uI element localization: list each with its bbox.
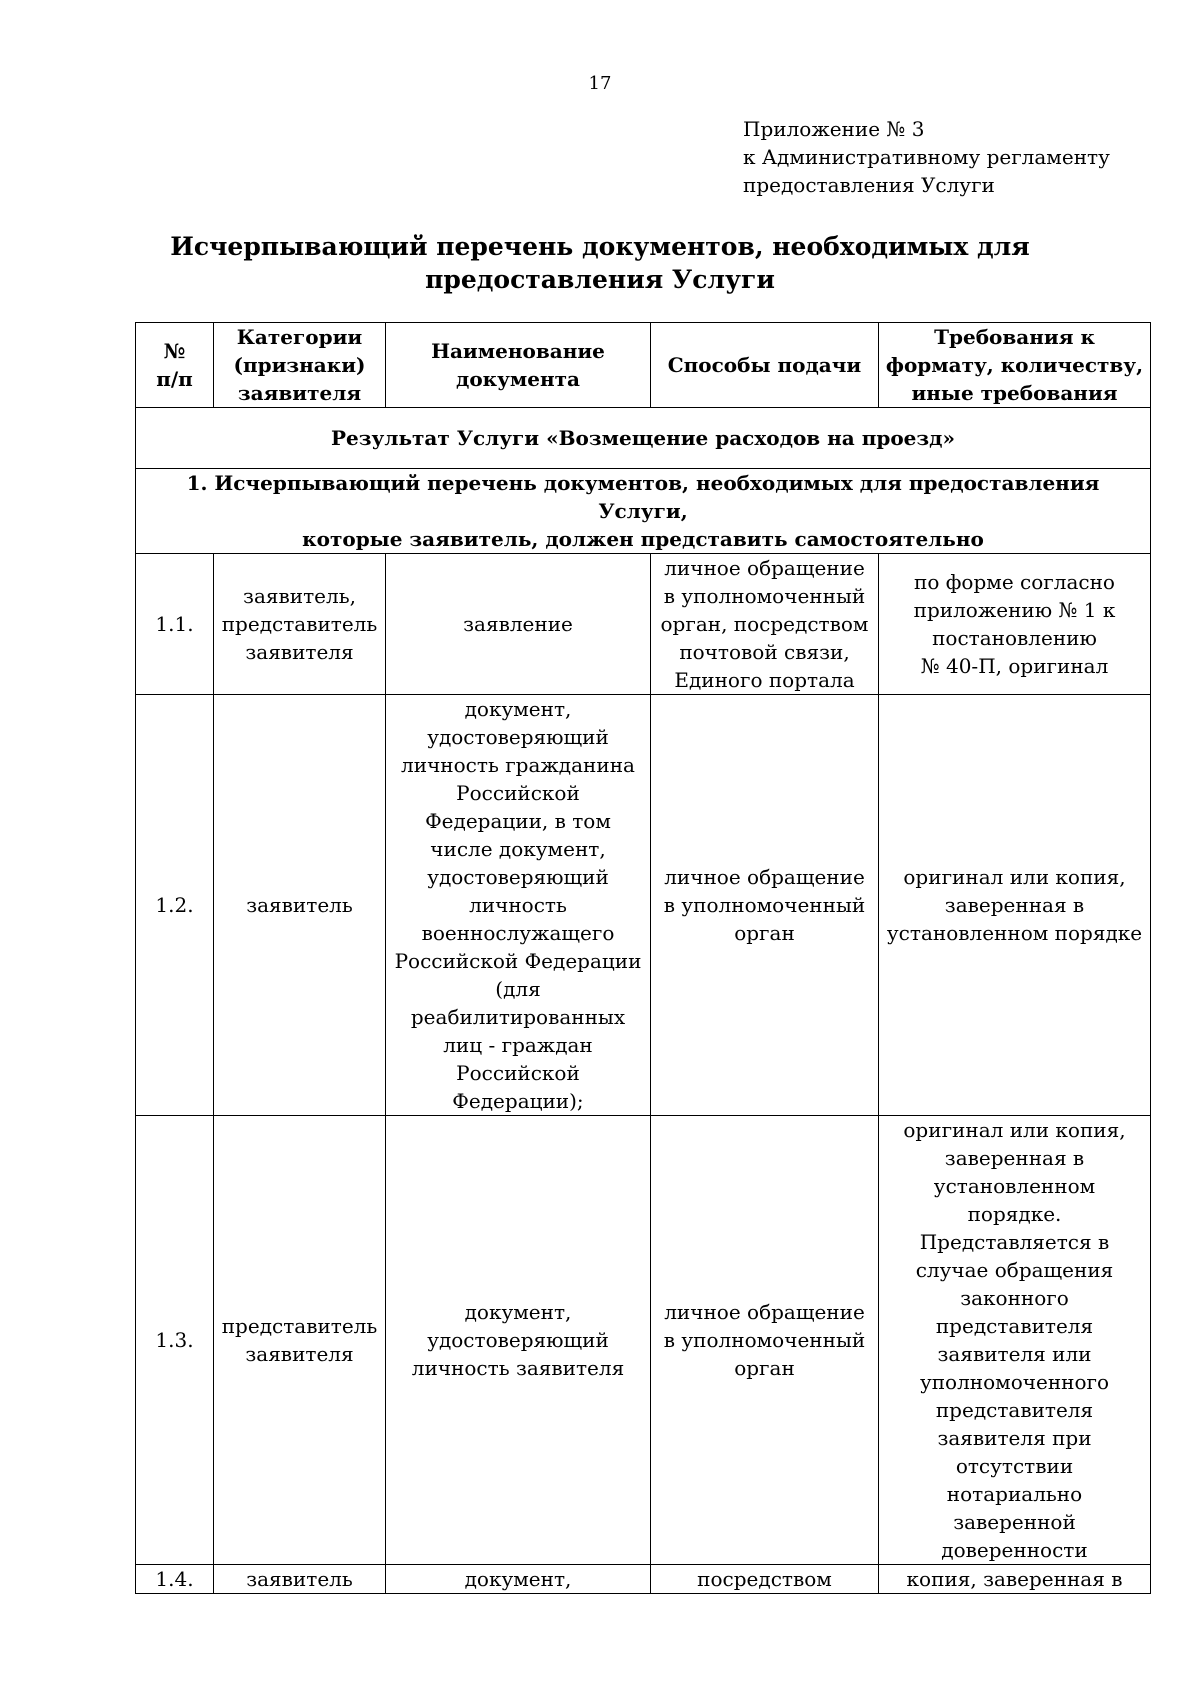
- method-cell: [651, 695, 879, 1116]
- header-requirements: [879, 323, 1151, 408]
- result-section-title: Результат Услуги «Возмещение расходов на проезд»: [136, 408, 1151, 469]
- requirements-cell: [879, 1116, 1151, 1565]
- cell-line: Российской: [456, 1061, 580, 1085]
- cell-line: почтовой связи,: [679, 640, 850, 664]
- cell-line: военнослужащего: [421, 921, 615, 945]
- cell-line: 1.4.: [155, 1567, 194, 1591]
- cell-line: Единого портала: [674, 668, 855, 692]
- header-category: [214, 323, 386, 408]
- title-line: предоставления Услуги: [425, 265, 775, 294]
- method-cell: [651, 554, 879, 695]
- cell-line: законного: [960, 1286, 1069, 1310]
- cell-line: заявление: [463, 612, 573, 636]
- cell-line: Представляется в: [919, 1230, 1110, 1254]
- cell-line: уполномоченного: [919, 1370, 1110, 1394]
- cell-line: личное обращение: [664, 1300, 865, 1324]
- appendix-line: Приложение № 3: [743, 117, 925, 141]
- requirements-cell: [879, 1565, 1151, 1594]
- cell-line: по форме согласно: [914, 570, 1115, 594]
- cell-line: п/п: [156, 367, 193, 391]
- cell-line: которые заявитель, должен представить самостоятельно: [302, 527, 984, 551]
- cell-line: документ,: [464, 1567, 572, 1591]
- cell-line: заявитель: [246, 1567, 353, 1591]
- method-cell: [651, 1565, 879, 1594]
- subsection-title: [136, 469, 1151, 554]
- cell-line: заявитель,: [243, 584, 356, 608]
- result-section-row: [136, 408, 1151, 469]
- header-document: [386, 323, 651, 408]
- requirements-cell: [879, 695, 1151, 1116]
- cell-line: документа: [455, 367, 580, 391]
- subsection-row: [136, 469, 1151, 554]
- cell-line: оригинал или копия,: [903, 865, 1126, 889]
- table-row: [136, 695, 1151, 1116]
- page-number: 17: [588, 73, 612, 94]
- row-number-cell: [136, 1116, 214, 1565]
- cell-line: №: [163, 339, 186, 363]
- cell-line: удостоверяющий: [427, 725, 609, 749]
- cell-line: (для: [495, 977, 541, 1001]
- cell-line: представителя: [935, 1314, 1094, 1338]
- cell-line: 1. Исчерпывающий перечень документов, необходимых для предоставления Услуги,: [186, 471, 1100, 523]
- cell-line: № 40-П, оригинал: [920, 654, 1109, 678]
- cell-line: личное обращение: [664, 865, 865, 889]
- cell-line: постановлению: [932, 626, 1097, 650]
- cell-line: заявителя при: [937, 1426, 1092, 1450]
- cell-line: орган, посредством: [660, 612, 869, 636]
- cell-line: заявителя: [245, 1342, 354, 1366]
- cell-line: 1.1.: [155, 612, 194, 636]
- cell-line: Наименование: [431, 339, 605, 363]
- cell-line: личность: [469, 893, 567, 917]
- cell-line: Федерации);: [452, 1089, 584, 1113]
- cell-line: документ,: [464, 697, 572, 721]
- cell-line: заверенная в: [944, 1146, 1085, 1170]
- cell-line: представитель: [221, 612, 378, 636]
- cell-line: посредством: [697, 1567, 832, 1591]
- cell-line: представителя: [935, 1398, 1094, 1422]
- header-number: [136, 323, 214, 408]
- cell-line: реабилитированных: [410, 1005, 626, 1029]
- documents-table: [135, 322, 1151, 1594]
- cell-line: нотариально: [946, 1482, 1083, 1506]
- category-cell: [214, 1116, 386, 1565]
- appendix-line: к Административному регламенту: [743, 145, 1110, 169]
- document-cell: [386, 1116, 651, 1565]
- cell-line: (признаки): [233, 353, 366, 377]
- document-cell: [386, 695, 651, 1116]
- cell-line: лиц - граждан: [443, 1033, 593, 1057]
- cell-line: орган: [734, 1356, 795, 1380]
- cell-line: порядке.: [967, 1202, 1062, 1226]
- cell-line: установленном порядке: [886, 921, 1143, 945]
- cell-line: Федерации, в том: [425, 809, 611, 833]
- cell-line: удостоверяющий: [427, 865, 609, 889]
- cell-line: установленном: [933, 1174, 1096, 1198]
- cell-line: приложению № 1 к: [913, 598, 1116, 622]
- appendix-note: [743, 115, 1163, 199]
- title-line: Исчерпывающий перечень документов, необходимых для: [170, 232, 1030, 261]
- cell-line: личное обращение: [664, 556, 865, 580]
- cell-line: случае обращения: [915, 1258, 1114, 1282]
- cell-line: заверенная в: [944, 893, 1085, 917]
- cell-line: 1.3.: [155, 1328, 194, 1352]
- document-cell: [386, 554, 651, 695]
- cell-line: Российской: [456, 781, 580, 805]
- cell-line: документ,: [464, 1300, 572, 1324]
- requirements-cell: [879, 554, 1151, 695]
- cell-line: оригинал или копия,: [903, 1118, 1126, 1142]
- header-method: [651, 323, 879, 408]
- table-row: [136, 1116, 1151, 1565]
- cell-line: Российской Федерации: [394, 949, 642, 973]
- cell-line: числе документ,: [430, 837, 606, 861]
- method-cell: [651, 1116, 879, 1565]
- row-number-cell: [136, 695, 214, 1116]
- cell-line: заявителя: [237, 381, 362, 405]
- cell-line: заверенной: [953, 1510, 1076, 1534]
- cell-line: доверенности: [941, 1538, 1088, 1562]
- cell-line: заявителя: [245, 640, 354, 664]
- cell-line: орган: [734, 921, 795, 945]
- cell-line: удостоверяющий: [427, 1328, 609, 1352]
- cell-line: заявитель: [246, 893, 353, 917]
- table-header-row: [136, 323, 1151, 408]
- cell-line: представитель: [221, 1314, 378, 1338]
- cell-line: Требования к: [934, 325, 1095, 349]
- document-cell: [386, 1565, 651, 1594]
- cell-line: иные требования: [911, 381, 1118, 405]
- row-number-cell: [136, 1565, 214, 1594]
- cell-line: в уполномоченный: [663, 584, 866, 608]
- cell-line: в уполномоченный: [663, 893, 866, 917]
- category-cell: [214, 1565, 386, 1594]
- category-cell: [214, 695, 386, 1116]
- cell-line: копия, заверенная в: [906, 1567, 1123, 1591]
- cell-line: Способы подачи: [667, 353, 862, 377]
- cell-line: формату, количеству,: [885, 353, 1144, 377]
- cell-line: личность заявителя: [411, 1356, 625, 1380]
- document-title: [0, 230, 1200, 296]
- category-cell: [214, 554, 386, 695]
- table-row: [136, 554, 1151, 695]
- table-row: [136, 1565, 1151, 1594]
- cell-line: личность гражданина: [401, 753, 635, 777]
- cell-line: 1.2.: [155, 893, 194, 917]
- cell-line: заявителя или: [937, 1342, 1092, 1366]
- cell-line: отсутствии: [955, 1454, 1074, 1478]
- cell-line: Категории: [236, 325, 363, 349]
- cell-line: в уполномоченный: [663, 1328, 866, 1352]
- row-number-cell: [136, 554, 214, 695]
- appendix-line: предоставления Услуги: [743, 173, 995, 197]
